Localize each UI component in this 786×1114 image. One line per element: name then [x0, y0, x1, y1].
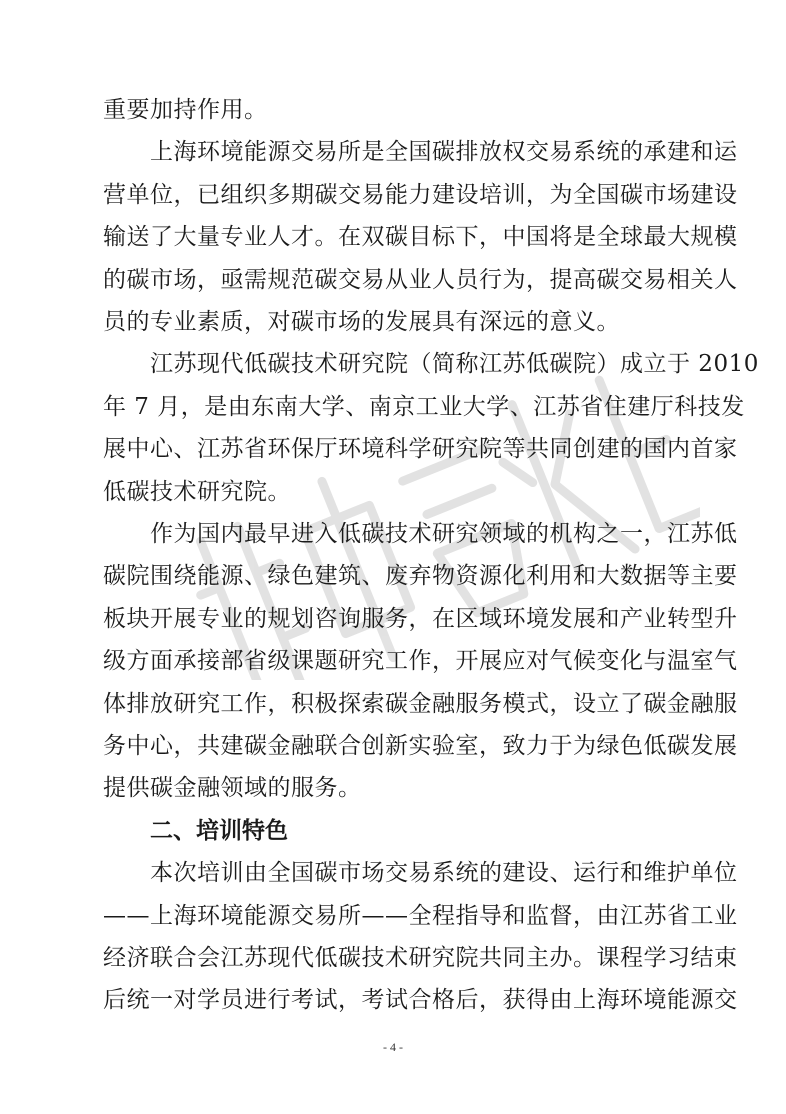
- text-line-2: 上海环境能源交易所是全国碳排放权交易系统的承建和运: [150, 139, 738, 166]
- text-line-7: 江苏现代低碳技术研究院（简称江苏低碳院）成立于 2010: [150, 351, 759, 378]
- text-line-20: ——上海环境能源交易所——全程指导和监督，由江苏省工业: [103, 902, 738, 929]
- text-line-22: 后统一对学员进行考试，考试合格后，获得由上海环境能源交: [103, 987, 738, 1014]
- section-heading: 二、培训特色: [150, 817, 288, 844]
- text-line-5: 的碳市场，亟需规范碳交易从业人员行为，提高碳交易相关人: [103, 266, 738, 293]
- text-line-12: 碳院围绕能源、绿色建筑、废弃物资源化利用和大数据等主要: [103, 563, 738, 590]
- text-line-10: 低碳技术研究院。: [103, 478, 291, 505]
- text-line-1: 重要加持作用。: [103, 97, 268, 123]
- text-line-3: 营单位，已组织多期碳交易能力建设培训，为全国碳市场建设: [103, 181, 738, 208]
- page-number: - 4 -: [383, 1040, 403, 1054]
- text-line-17: 提供碳金融领域的服务。: [103, 775, 362, 802]
- text-line-9: 展中心、江苏省环保厅环境科学研究院等共同创建的国内首家: [103, 436, 738, 463]
- text-line-16: 务中心，共建碳金融联合创新实验室，致力于为绿色低碳发展: [103, 733, 738, 759]
- text-line-21: 经济联合会江苏现代低碳技术研究院共同主办。课程学习结束: [103, 945, 738, 971]
- text-line-13: 板块开展专业的规划咨询服务，在区域环境发展和产业转型升: [103, 605, 738, 632]
- text-line-15: 体排放研究工作，积极探索碳金融服务模式，设立了碳金融服: [103, 690, 738, 717]
- text-line-19: 本次培训由全国碳市场交易系统的建设、运行和维护单位: [150, 860, 738, 887]
- text-line-14: 级方面承接部省级课题研究工作，开展应对气候变化与温室气: [103, 648, 738, 675]
- text-line-8: 年 7 月，是由东南大学、南京工业大学、江苏省住建厅科技发: [103, 393, 745, 420]
- text-line-6: 员的专业素质，对碳市场的发展具有深远的意义。: [103, 309, 620, 335]
- text-line-4: 输送了大量专业人才。在双碳目标下，中国将是全球最大规模: [103, 224, 738, 251]
- text-line-11: 作为国内最早进入低碳技术研究领域的机构之一，江苏低: [150, 521, 738, 547]
